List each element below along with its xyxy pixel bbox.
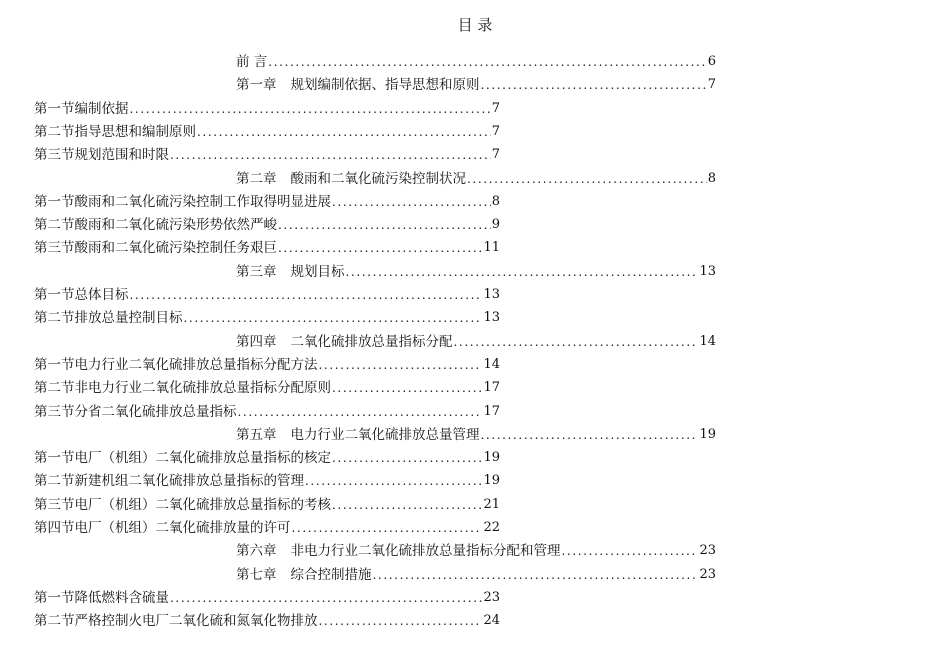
toc-entry-label: 第一节	[34, 589, 75, 606]
toc-section-entry[interactable]	[34, 238, 500, 258]
toc-entry-title: 综合控制措施	[290, 566, 372, 583]
toc-page-number: 17	[483, 403, 500, 419]
toc-entry-title: 新建机组二氧化硫排放总量指标的管理	[74, 473, 304, 490]
toc-section-entry[interactable]	[34, 355, 500, 375]
toc-section-entry[interactable]	[34, 611, 500, 631]
toc-entry-label: 第一章	[236, 77, 277, 94]
toc-section-entry[interactable]	[34, 471, 500, 491]
toc-leader-dots	[268, 52, 706, 72]
toc-entry-title: 编制依据	[74, 100, 129, 117]
toc-page-number: 22	[483, 520, 500, 535]
toc-entry-label: 第二节	[34, 473, 75, 490]
toc-entry-title: 酸雨和二氧化硫污染控制任务艰巨	[74, 240, 277, 257]
toc-leader-dots	[170, 145, 491, 165]
toc-entry-title: 电厂（机组）二氧化硫排放量的许可	[74, 520, 291, 536]
toc-entry-title: 酸雨和二氧化硫污染控制状况	[290, 170, 466, 187]
toc-entry-title: 规划编制依据、指导思想和原则	[290, 77, 480, 94]
toc-entry-label: 第一节	[34, 193, 75, 210]
toc-entry-label: 第三节	[34, 147, 75, 164]
toc-chapter-entry[interactable]	[236, 169, 716, 189]
toc-entry-label: 第二章	[236, 170, 277, 187]
toc-leader-dots	[332, 448, 482, 468]
toc-entry-title: 酸雨和二氧化硫污染控制工作取得明显进展	[74, 193, 331, 210]
toc-section-entry[interactable]	[34, 518, 500, 538]
toc-entry-label: 第三节	[34, 240, 75, 257]
toc-entry-label: 第一节	[34, 450, 75, 467]
toc-entry-label: 第一节	[34, 287, 75, 303]
toc-section-entry[interactable]	[34, 285, 500, 305]
page-title: 目 录	[457, 16, 493, 34]
toc-entry-label: 第二节	[34, 310, 75, 327]
toc-page-number: 6	[707, 54, 716, 69]
toc-leader-dots	[184, 308, 483, 328]
toc-entry-title: 规划目标	[290, 263, 345, 280]
toc-leader-dots	[170, 588, 482, 608]
toc-section-entry[interactable]	[34, 588, 500, 608]
toc-leader-dots	[278, 215, 491, 235]
toc-page-number: 7	[491, 147, 500, 163]
toc-leader-dots	[332, 192, 491, 212]
toc-leader-dots	[562, 541, 699, 561]
toc-page-number: 13	[699, 263, 716, 279]
toc-page-number: 23	[483, 589, 500, 605]
toc-leader-dots	[467, 169, 707, 189]
toc-entry-label: 第一节	[34, 100, 75, 117]
toc-leader-dots	[481, 425, 699, 445]
toc-section-entry[interactable]	[34, 378, 500, 398]
toc-page-number: 14	[483, 356, 500, 372]
toc-entry-title: 总体目标	[74, 287, 129, 303]
toc-leader-dots	[292, 518, 483, 538]
toc-entry-label: 第三章	[236, 263, 277, 280]
toc-leader-dots	[319, 611, 483, 631]
toc-entry-title: 分省二氧化硫排放总量指标	[74, 403, 237, 420]
toc-entry-label: 前 言	[236, 54, 268, 70]
toc-page-number: 23	[699, 566, 716, 582]
toc-entry-label: 第二节	[34, 380, 75, 397]
toc-page-number: 19	[483, 450, 500, 466]
toc-entry-label: 第三节	[34, 403, 75, 420]
toc-entry-title: 电厂（机组）二氧化硫排放总量指标的核定	[74, 450, 331, 467]
toc-entry-title: 排放总量控制目标	[74, 310, 183, 327]
toc-page-number: 17	[483, 380, 500, 396]
toc-page-number: 21	[483, 496, 500, 512]
toc-leader-dots	[130, 99, 491, 119]
toc-entry-title: 严格控制火电厂二氧化硫和氮氧化物排放	[74, 613, 318, 630]
toc-chapter-entry[interactable]	[236, 262, 716, 282]
toc-section-entry[interactable]	[34, 215, 500, 235]
toc-page-number: 7	[707, 77, 716, 93]
toc-entry-title: 非电力行业二氧化硫排放总量指标分配原则	[74, 380, 331, 397]
toc-section-entry[interactable]	[34, 308, 500, 328]
toc-entry-title: 电力行业二氧化硫排放总量指标分配方法	[74, 356, 318, 373]
toc-section-entry[interactable]	[34, 192, 500, 212]
toc-leader-dots	[305, 471, 482, 491]
toc-chapter-entry[interactable]	[236, 541, 716, 561]
toc-chapter-entry[interactable]	[236, 565, 716, 585]
toc-entry-label: 第七章	[236, 566, 277, 583]
toc-leader-dots	[454, 332, 699, 352]
toc-entry-title: 非电力行业二氧化硫排放总量指标分配和管理	[290, 543, 561, 560]
toc-chapter-entry[interactable]	[236, 332, 716, 352]
toc-leader-dots	[346, 262, 699, 282]
toc-page-number: 14	[699, 333, 716, 349]
toc-entry-label: 第二节	[34, 123, 75, 140]
toc-leader-dots	[197, 122, 491, 142]
toc-entry-label: 第六章	[236, 543, 277, 560]
toc-page-number: 19	[483, 473, 500, 489]
toc-page-number: 9	[491, 217, 500, 233]
toc-page-number: 19	[699, 426, 716, 442]
toc-page-number: 23	[699, 543, 716, 559]
toc-entry-title: 二氧化硫排放总量指标分配	[290, 333, 453, 350]
toc-page-number: 7	[491, 123, 500, 139]
toc-leader-dots	[278, 238, 482, 258]
toc-entry-title: 电厂（机组）二氧化硫排放总量指标的考核	[74, 496, 331, 513]
toc-leader-dots	[238, 402, 483, 422]
toc-entry-label: 第四章	[236, 333, 277, 350]
toc-page-number: 8	[707, 170, 716, 186]
toc-leader-dots	[332, 378, 482, 398]
toc-section-entry[interactable]	[34, 402, 500, 422]
toc-page-number: 13	[483, 287, 500, 302]
toc-page-number: 13	[483, 310, 500, 326]
toc-page-number: 11	[483, 240, 500, 256]
toc-entry-title: 指导思想和编制原则	[74, 123, 196, 140]
toc-entry-label: 第二节	[34, 217, 75, 234]
toc-section-entry[interactable]	[34, 448, 500, 468]
toc-chapter-entry[interactable]	[236, 425, 716, 445]
toc-page-number: 7	[491, 100, 500, 116]
toc-entry-title: 降低燃料含硫量	[74, 589, 169, 606]
toc-preface-entry[interactable]	[236, 52, 716, 72]
toc-section-entry[interactable]	[34, 145, 500, 165]
toc-entry-title: 规划范围和时限	[74, 147, 169, 164]
toc-leader-dots	[130, 285, 483, 305]
toc-leader-dots	[373, 565, 699, 585]
toc-leader-dots	[319, 355, 483, 375]
toc-page-number: 24	[483, 613, 500, 629]
toc-entry-label: 第四节	[34, 520, 75, 536]
toc-page-number: 8	[491, 193, 500, 209]
toc-entry-label: 第二节	[34, 613, 75, 630]
toc-entry-title: 电力行业二氧化硫排放总量管理	[290, 426, 480, 443]
toc-section-entry[interactable]	[34, 122, 500, 142]
toc-leader-dots	[332, 495, 482, 515]
toc-entry-label: 第五章	[236, 426, 277, 443]
toc-leader-dots	[481, 75, 707, 95]
toc-section-entry[interactable]	[34, 99, 500, 119]
toc-entry-title: 酸雨和二氧化硫污染形势依然严峻	[74, 217, 277, 234]
toc-entry-label: 第一节	[34, 356, 75, 373]
toc-entry-label: 第三节	[34, 496, 75, 513]
toc-section-entry[interactable]	[34, 495, 500, 515]
toc-chapter-entry[interactable]	[236, 75, 716, 95]
